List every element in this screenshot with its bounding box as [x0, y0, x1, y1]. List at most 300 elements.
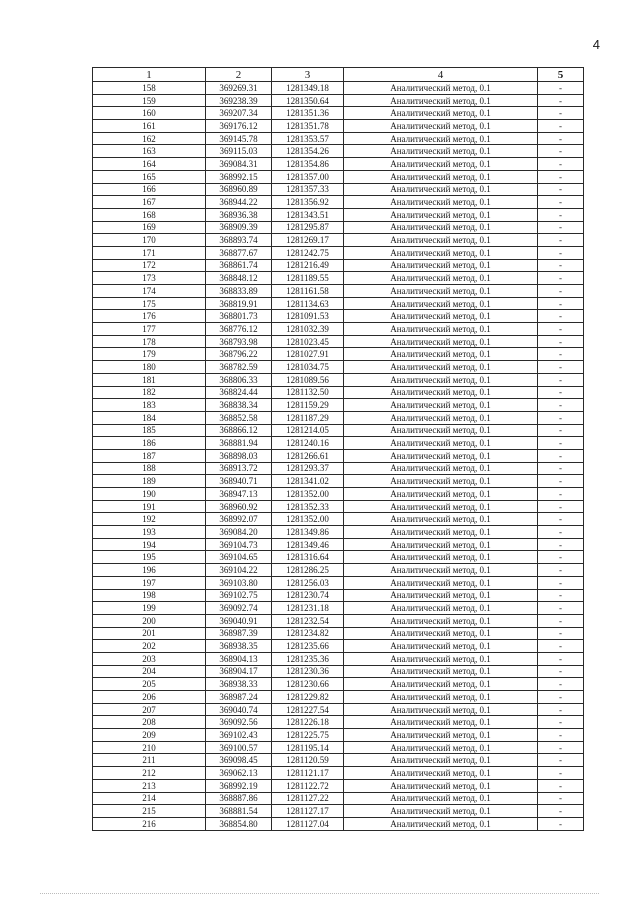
- cell-x-coordinate: 368992.07: [206, 513, 272, 526]
- cell-note: -: [538, 373, 584, 386]
- cell-x-coordinate: 368877.67: [206, 246, 272, 259]
- cell-x-coordinate: 368881.94: [206, 437, 272, 450]
- cell-point-number: 189: [93, 475, 206, 488]
- cell-method: Аналитический метод, 0.1: [344, 158, 538, 171]
- cell-point-number: 158: [93, 82, 206, 95]
- cell-method: Аналитический метод, 0.1: [344, 665, 538, 678]
- cell-method: Аналитический метод, 0.1: [344, 779, 538, 792]
- cell-point-number: 196: [93, 564, 206, 577]
- cell-note: -: [538, 94, 584, 107]
- cell-method: Аналитический метод, 0.1: [344, 259, 538, 272]
- cell-note: -: [538, 310, 584, 323]
- cell-note: -: [538, 399, 584, 412]
- cell-method: Аналитический метод, 0.1: [344, 538, 538, 551]
- table-row: [93, 145, 584, 158]
- cell-x-coordinate: 368848.12: [206, 272, 272, 285]
- table-row: [93, 627, 584, 640]
- table-row: [93, 462, 584, 475]
- cell-note: -: [538, 754, 584, 767]
- table-row: [93, 310, 584, 323]
- table-row: [93, 551, 584, 564]
- cell-x-coordinate: 368909.39: [206, 221, 272, 234]
- table-row: [93, 576, 584, 589]
- table-row: [93, 754, 584, 767]
- cell-note: -: [538, 665, 584, 678]
- table-row: [93, 335, 584, 348]
- cell-x-coordinate: 368913.72: [206, 462, 272, 475]
- cell-method: Аналитический метод, 0.1: [344, 145, 538, 158]
- cell-x-coordinate: 368893.74: [206, 234, 272, 247]
- cell-x-coordinate: 369098.45: [206, 754, 272, 767]
- cell-x-coordinate: 368887.86: [206, 792, 272, 805]
- cell-y-coordinate: 1281032.39: [272, 323, 344, 336]
- table-row: [93, 386, 584, 399]
- cell-point-number: 212: [93, 767, 206, 780]
- cell-y-coordinate: 1281127.17: [272, 805, 344, 818]
- cell-note: -: [538, 538, 584, 551]
- cell-point-number: 176: [93, 310, 206, 323]
- cell-y-coordinate: 1281357.00: [272, 170, 344, 183]
- cell-method: Аналитический метод, 0.1: [344, 170, 538, 183]
- table-row: [93, 564, 584, 577]
- cell-y-coordinate: 1281295.87: [272, 221, 344, 234]
- cell-note: -: [538, 361, 584, 374]
- cell-note: -: [538, 158, 584, 171]
- cell-note: -: [538, 208, 584, 221]
- cell-point-number: 170: [93, 234, 206, 247]
- cell-note: -: [538, 259, 584, 272]
- cell-method: Аналитический метод, 0.1: [344, 411, 538, 424]
- cell-point-number: 191: [93, 500, 206, 513]
- cell-y-coordinate: 1281235.36: [272, 652, 344, 665]
- cell-x-coordinate: 369145.78: [206, 132, 272, 145]
- table-row: [93, 652, 584, 665]
- cell-method: Аналитический метод, 0.1: [344, 82, 538, 95]
- cell-method: Аналитический метод, 0.1: [344, 767, 538, 780]
- cell-method: Аналитический метод, 0.1: [344, 348, 538, 361]
- cell-y-coordinate: 1281127.04: [272, 817, 344, 830]
- table-row: [93, 272, 584, 285]
- cell-note: -: [538, 285, 584, 298]
- cell-x-coordinate: 369084.20: [206, 526, 272, 539]
- cell-method: Аналитический метод, 0.1: [344, 729, 538, 742]
- table-row: [93, 602, 584, 615]
- cell-y-coordinate: 1281266.61: [272, 449, 344, 462]
- cell-y-coordinate: 1281230.74: [272, 589, 344, 602]
- cell-y-coordinate: 1281226.18: [272, 716, 344, 729]
- cell-y-coordinate: 1281034.75: [272, 361, 344, 374]
- cell-point-number: 194: [93, 538, 206, 551]
- cell-y-coordinate: 1281349.46: [272, 538, 344, 551]
- cell-method: Аналитический метод, 0.1: [344, 323, 538, 336]
- cell-y-coordinate: 1281353.57: [272, 132, 344, 145]
- table-row: [93, 246, 584, 259]
- header-col-4: 4: [344, 68, 538, 82]
- cell-note: -: [538, 640, 584, 653]
- cell-x-coordinate: 368987.39: [206, 627, 272, 640]
- table-row: [93, 323, 584, 336]
- cell-point-number: 197: [93, 576, 206, 589]
- table-row: [93, 703, 584, 716]
- cell-x-coordinate: 368904.13: [206, 652, 272, 665]
- cell-point-number: 172: [93, 259, 206, 272]
- cell-point-number: 168: [93, 208, 206, 221]
- cell-x-coordinate: 369102.43: [206, 729, 272, 742]
- cell-point-number: 174: [93, 285, 206, 298]
- cell-y-coordinate: 1281235.66: [272, 640, 344, 653]
- cell-note: -: [538, 120, 584, 133]
- cell-y-coordinate: 1281316.64: [272, 551, 344, 564]
- cell-point-number: 202: [93, 640, 206, 653]
- cell-x-coordinate: 369176.12: [206, 120, 272, 133]
- cell-method: Аналитический метод, 0.1: [344, 741, 538, 754]
- cell-y-coordinate: 1281356.92: [272, 196, 344, 209]
- cell-y-coordinate: 1281089.56: [272, 373, 344, 386]
- table-row: [93, 297, 584, 310]
- cell-y-coordinate: 1281159.29: [272, 399, 344, 412]
- header-col-3: 3: [272, 68, 344, 82]
- cell-x-coordinate: 368960.92: [206, 500, 272, 513]
- cell-y-coordinate: 1281242.75: [272, 246, 344, 259]
- table-row: [93, 526, 584, 539]
- table-row: [93, 411, 584, 424]
- cell-x-coordinate: 369092.74: [206, 602, 272, 615]
- cell-note: -: [538, 132, 584, 145]
- cell-method: Аналитический метод, 0.1: [344, 386, 538, 399]
- cell-x-coordinate: 368824.44: [206, 386, 272, 399]
- cell-y-coordinate: 1281240.16: [272, 437, 344, 450]
- table-row: [93, 817, 584, 830]
- cell-point-number: 177: [93, 323, 206, 336]
- table-row: [93, 614, 584, 627]
- cell-note: -: [538, 170, 584, 183]
- cell-note: -: [538, 297, 584, 310]
- cell-x-coordinate: 369207.34: [206, 107, 272, 120]
- cell-method: Аналитический метод, 0.1: [344, 488, 538, 501]
- table-row: [93, 665, 584, 678]
- cell-x-coordinate: 368861.74: [206, 259, 272, 272]
- cell-y-coordinate: 1281354.26: [272, 145, 344, 158]
- cell-y-coordinate: 1281234.82: [272, 627, 344, 640]
- table-row: [93, 475, 584, 488]
- cell-point-number: 210: [93, 741, 206, 754]
- cell-note: -: [538, 437, 584, 450]
- cell-method: Аналитический метод, 0.1: [344, 526, 538, 539]
- cell-point-number: 214: [93, 792, 206, 805]
- cell-method: Аналитический метод, 0.1: [344, 817, 538, 830]
- cell-x-coordinate: 368819.91: [206, 297, 272, 310]
- cell-method: Аналитический метод, 0.1: [344, 272, 538, 285]
- table-body: [93, 82, 584, 831]
- cell-note: -: [538, 335, 584, 348]
- cell-x-coordinate: 368938.33: [206, 678, 272, 691]
- coordinates-table: [92, 67, 584, 831]
- cell-method: Аналитический метод, 0.1: [344, 805, 538, 818]
- cell-method: Аналитический метод, 0.1: [344, 564, 538, 577]
- cell-x-coordinate: 369040.74: [206, 703, 272, 716]
- cell-note: -: [538, 526, 584, 539]
- table-row: [93, 678, 584, 691]
- cell-point-number: 181: [93, 373, 206, 386]
- table-header-row: [93, 68, 584, 82]
- cell-note: -: [538, 183, 584, 196]
- cell-y-coordinate: 1281350.64: [272, 94, 344, 107]
- cell-y-coordinate: 1281349.18: [272, 82, 344, 95]
- table-row: [93, 221, 584, 234]
- cell-y-coordinate: 1281354.86: [272, 158, 344, 171]
- cell-method: Аналитический метод, 0.1: [344, 792, 538, 805]
- cell-x-coordinate: 369062.13: [206, 767, 272, 780]
- cell-y-coordinate: 1281214.05: [272, 424, 344, 437]
- table-row: [93, 589, 584, 602]
- table-row: [93, 107, 584, 120]
- cell-note: -: [538, 564, 584, 577]
- cell-point-number: 171: [93, 246, 206, 259]
- cell-x-coordinate: 368898.03: [206, 449, 272, 462]
- cell-method: Аналитический метод, 0.1: [344, 310, 538, 323]
- cell-note: -: [538, 602, 584, 615]
- cell-x-coordinate: 368854.80: [206, 817, 272, 830]
- cell-note: -: [538, 462, 584, 475]
- cell-note: -: [538, 221, 584, 234]
- cell-note: -: [538, 767, 584, 780]
- table-row: [93, 259, 584, 272]
- cell-method: Аналитический метод, 0.1: [344, 602, 538, 615]
- cell-point-number: 178: [93, 335, 206, 348]
- table-row: [93, 120, 584, 133]
- cell-note: -: [538, 234, 584, 247]
- cell-y-coordinate: 1281341.02: [272, 475, 344, 488]
- cell-point-number: 169: [93, 221, 206, 234]
- cell-y-coordinate: 1281127.22: [272, 792, 344, 805]
- cell-note: -: [538, 145, 584, 158]
- cell-point-number: 173: [93, 272, 206, 285]
- cell-point-number: 175: [93, 297, 206, 310]
- cell-y-coordinate: 1281351.78: [272, 120, 344, 133]
- cell-x-coordinate: 368987.24: [206, 691, 272, 704]
- table-row: [93, 500, 584, 513]
- table-row: [93, 513, 584, 526]
- cell-method: Аналитический метод, 0.1: [344, 234, 538, 247]
- cell-x-coordinate: 369100.57: [206, 741, 272, 754]
- cell-point-number: 185: [93, 424, 206, 437]
- cell-point-number: 209: [93, 729, 206, 742]
- cell-method: Аналитический метод, 0.1: [344, 132, 538, 145]
- cell-y-coordinate: 1281230.36: [272, 665, 344, 678]
- cell-point-number: 167: [93, 196, 206, 209]
- table-row: [93, 170, 584, 183]
- cell-method: Аналитический метод, 0.1: [344, 196, 538, 209]
- cell-x-coordinate: 368793.98: [206, 335, 272, 348]
- cell-note: -: [538, 703, 584, 716]
- cell-method: Аналитический метод, 0.1: [344, 614, 538, 627]
- cell-point-number: 201: [93, 627, 206, 640]
- cell-y-coordinate: 1281286.25: [272, 564, 344, 577]
- cell-x-coordinate: 368947.13: [206, 488, 272, 501]
- cell-method: Аналитический метод, 0.1: [344, 640, 538, 653]
- cell-x-coordinate: 368796.22: [206, 348, 272, 361]
- cell-method: Аналитический метод, 0.1: [344, 120, 538, 133]
- cell-x-coordinate: 368904.17: [206, 665, 272, 678]
- cell-note: -: [538, 691, 584, 704]
- cell-x-coordinate: 368866.12: [206, 424, 272, 437]
- cell-y-coordinate: 1281195.14: [272, 741, 344, 754]
- header-col-5: 5: [538, 68, 584, 82]
- table-row: [93, 132, 584, 145]
- cell-x-coordinate: 368801.73: [206, 310, 272, 323]
- cell-method: Аналитический метод, 0.1: [344, 691, 538, 704]
- table-row: [93, 716, 584, 729]
- cell-point-number: 166: [93, 183, 206, 196]
- cell-point-number: 193: [93, 526, 206, 539]
- cell-y-coordinate: 1281343.51: [272, 208, 344, 221]
- cell-x-coordinate: 368782.59: [206, 361, 272, 374]
- cell-x-coordinate: 369104.65: [206, 551, 272, 564]
- cell-method: Аналитический метод, 0.1: [344, 576, 538, 589]
- cell-y-coordinate: 1281027.91: [272, 348, 344, 361]
- cell-x-coordinate: 368881.54: [206, 805, 272, 818]
- page-number: 4: [592, 37, 600, 52]
- cell-note: -: [538, 805, 584, 818]
- cell-y-coordinate: 1281216.49: [272, 259, 344, 272]
- table-row: [93, 373, 584, 386]
- cell-x-coordinate: 369084.31: [206, 158, 272, 171]
- cell-x-coordinate: 368940.71: [206, 475, 272, 488]
- cell-note: -: [538, 411, 584, 424]
- cell-method: Аналитический метод, 0.1: [344, 221, 538, 234]
- cell-note: -: [538, 424, 584, 437]
- cell-y-coordinate: 1281121.17: [272, 767, 344, 780]
- cell-point-number: 165: [93, 170, 206, 183]
- cell-point-number: 186: [93, 437, 206, 450]
- table-row: [93, 805, 584, 818]
- cell-point-number: 203: [93, 652, 206, 665]
- cell-x-coordinate: 368806.33: [206, 373, 272, 386]
- cell-method: Аналитический метод, 0.1: [344, 399, 538, 412]
- cell-x-coordinate: 369104.73: [206, 538, 272, 551]
- cell-y-coordinate: 1281232.54: [272, 614, 344, 627]
- cell-note: -: [538, 614, 584, 627]
- cell-point-number: 182: [93, 386, 206, 399]
- header-col-1: 1: [93, 68, 206, 82]
- cell-y-coordinate: 1281357.33: [272, 183, 344, 196]
- table-row: [93, 82, 584, 95]
- cell-method: Аналитический метод, 0.1: [344, 716, 538, 729]
- header-col-2: 2: [206, 68, 272, 82]
- cell-x-coordinate: 369040.91: [206, 614, 272, 627]
- cell-point-number: 179: [93, 348, 206, 361]
- cell-point-number: 200: [93, 614, 206, 627]
- cell-method: Аналитический метод, 0.1: [344, 449, 538, 462]
- cell-note: -: [538, 449, 584, 462]
- cell-y-coordinate: 1281293.37: [272, 462, 344, 475]
- cell-y-coordinate: 1281132.50: [272, 386, 344, 399]
- cell-note: -: [538, 272, 584, 285]
- cell-note: -: [538, 107, 584, 120]
- cell-note: -: [538, 576, 584, 589]
- cell-method: Аналитический метод, 0.1: [344, 678, 538, 691]
- table-row: [93, 767, 584, 780]
- cell-point-number: 184: [93, 411, 206, 424]
- cell-point-number: 183: [93, 399, 206, 412]
- table-row: [93, 488, 584, 501]
- cell-note: -: [538, 513, 584, 526]
- cell-x-coordinate: 369104.22: [206, 564, 272, 577]
- cell-y-coordinate: 1281023.45: [272, 335, 344, 348]
- cell-y-coordinate: 1281352.00: [272, 488, 344, 501]
- cell-point-number: 163: [93, 145, 206, 158]
- cell-note: -: [538, 348, 584, 361]
- cell-x-coordinate: 368852.58: [206, 411, 272, 424]
- cell-method: Аналитический метод, 0.1: [344, 754, 538, 767]
- cell-note: -: [538, 82, 584, 95]
- cell-y-coordinate: 1281227.54: [272, 703, 344, 716]
- table-row: [93, 424, 584, 437]
- cell-point-number: 205: [93, 678, 206, 691]
- cell-y-coordinate: 1281122.72: [272, 779, 344, 792]
- cell-point-number: 199: [93, 602, 206, 615]
- cell-x-coordinate: 368960.89: [206, 183, 272, 196]
- cell-y-coordinate: 1281352.00: [272, 513, 344, 526]
- cell-method: Аналитический метод, 0.1: [344, 475, 538, 488]
- cell-y-coordinate: 1281351.36: [272, 107, 344, 120]
- cell-x-coordinate: 368776.12: [206, 323, 272, 336]
- cell-point-number: 162: [93, 132, 206, 145]
- cell-method: Аналитический метод, 0.1: [344, 246, 538, 259]
- cell-x-coordinate: 368833.89: [206, 285, 272, 298]
- page-footer-line: [40, 893, 599, 895]
- cell-method: Аналитический метод, 0.1: [344, 703, 538, 716]
- cell-method: Аналитический метод, 0.1: [344, 335, 538, 348]
- cell-note: -: [538, 792, 584, 805]
- cell-method: Аналитический метод, 0.1: [344, 297, 538, 310]
- table-row: [93, 640, 584, 653]
- cell-note: -: [538, 652, 584, 665]
- cell-point-number: 213: [93, 779, 206, 792]
- cell-x-coordinate: 369115.03: [206, 145, 272, 158]
- cell-note: -: [538, 678, 584, 691]
- cell-note: -: [538, 386, 584, 399]
- cell-y-coordinate: 1281187.29: [272, 411, 344, 424]
- cell-method: Аналитический метод, 0.1: [344, 424, 538, 437]
- cell-note: -: [538, 817, 584, 830]
- cell-y-coordinate: 1281091.53: [272, 310, 344, 323]
- cell-method: Аналитический метод, 0.1: [344, 94, 538, 107]
- cell-note: -: [538, 729, 584, 742]
- table-row: [93, 196, 584, 209]
- cell-method: Аналитический метод, 0.1: [344, 285, 538, 298]
- cell-y-coordinate: 1281349.86: [272, 526, 344, 539]
- cell-y-coordinate: 1281189.55: [272, 272, 344, 285]
- table-row: [93, 399, 584, 412]
- cell-point-number: 161: [93, 120, 206, 133]
- cell-point-number: 159: [93, 94, 206, 107]
- table-row: [93, 792, 584, 805]
- table-row: [93, 729, 584, 742]
- table-row: [93, 437, 584, 450]
- table-row: [93, 348, 584, 361]
- cell-point-number: 160: [93, 107, 206, 120]
- cell-note: -: [538, 716, 584, 729]
- table-row: [93, 158, 584, 171]
- cell-y-coordinate: 1281161.58: [272, 285, 344, 298]
- cell-method: Аналитический метод, 0.1: [344, 513, 538, 526]
- cell-x-coordinate: 368992.15: [206, 170, 272, 183]
- cell-note: -: [538, 741, 584, 754]
- cell-point-number: 211: [93, 754, 206, 767]
- cell-method: Аналитический метод, 0.1: [344, 208, 538, 221]
- table-row: [93, 208, 584, 221]
